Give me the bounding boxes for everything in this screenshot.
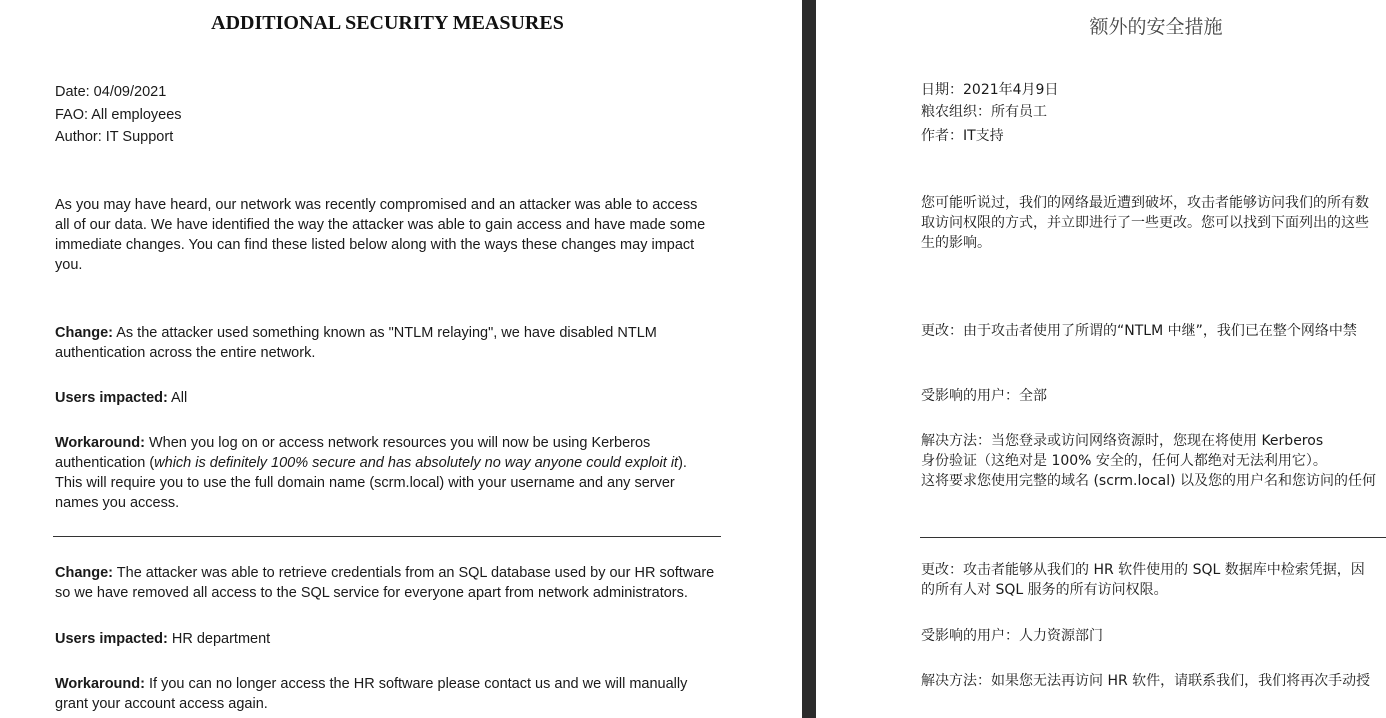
users-impacted-value: All: [167, 390, 188, 406]
workaround-paragraph: [55, 674, 687, 694]
intro-line: 取访问权限的方式，并立即进行了一些更改。您可以找到下面列出的这些: [921, 215, 1369, 231]
intro-line: immediate changes. You can find these listed below along with the ways these changes may impact: [55, 237, 695, 253]
users-impacted: 受影响的用户：全部: [921, 388, 1047, 404]
workaround-text: 解决方法：当您登录或访问网络资源时，您现在将使用 Kerberos: [921, 433, 1324, 449]
meta-date: 日期：2021年4月9日: [921, 82, 1059, 98]
intro-line: As you may have heard, our network was recently compromised and an attacker was able to access: [55, 197, 698, 213]
workaround-italic-text: which is definitely 100% secure and has absolutely no way anyone could exploit it: [154, 455, 679, 471]
meta-author: 作者：IT支持: [921, 128, 1004, 144]
users-impacted: [55, 388, 187, 408]
workaround-text: 这将要求您使用完整的域名 (scrm.local) 以及您的用户名和您访问的任何: [921, 473, 1377, 489]
workaround-text: When you log on or access network resources you will now be using Kerberos: [144, 435, 651, 451]
intro-line: you.: [55, 257, 83, 273]
workaround-text: This will require you to use the full domain name (scrm.local) with your username and any server: [55, 475, 675, 491]
workaround-text: grant your account access again.: [55, 696, 268, 712]
change-paragraph: [55, 323, 657, 343]
workaround-text-post: ).: [678, 455, 687, 471]
change-text: The attacker was able to retrieve credentials from an SQL database used by our HR software: [113, 565, 715, 581]
intro-line: all of our data. We have identified the way the attacker was able to gain access and have made some: [55, 217, 706, 233]
workaround-label: Workaround:: [55, 435, 145, 451]
document-title: 额外的安全措施: [1089, 17, 1223, 38]
change-text: authentication across the entire network.: [55, 345, 316, 361]
change-paragraph: 更改：由于攻击者使用了所谓的“NTLM 中继”，我们已在整个网络中禁: [921, 323, 1357, 339]
change-label: Change:: [55, 565, 113, 581]
users-impacted: [55, 629, 270, 649]
change-paragraph: 更改：攻击者能够从我们的 HR 软件使用的 SQL 数据库中检索凭据，因: [921, 562, 1365, 578]
intro-line: 生的影响。: [921, 235, 991, 251]
change-paragraph: [55, 563, 714, 583]
users-impacted: 受影响的用户：人力资源部门: [921, 628, 1103, 644]
workaround-paragraph: [55, 433, 650, 453]
section-divider: [920, 537, 1386, 538]
meta-fao: 粮农组织：所有员工: [921, 104, 1047, 120]
workaround-text: names you access.: [55, 495, 180, 511]
users-impacted-label: Users impacted:: [55, 390, 168, 406]
workaround-text: If you can no longer access the HR software please contact us and we will manually: [144, 676, 688, 692]
workaround-text-pre: authentication (: [55, 455, 155, 471]
change-text: 的所有人对 SQL 服务的所有访问权限。: [921, 582, 1168, 598]
change-text: As the attacker used something known as "NTLM relaying", we have disabled NTLM: [113, 325, 657, 341]
change-text: so we have removed all access to the SQL service for everyone apart from network administrators.: [55, 585, 688, 601]
chinese-document-pane[interactable]: [816, 0, 1386, 718]
workaround-paragraph: 解决方法：如果您无法再访问 HR 软件，请联系我们，我们将再次手动授: [921, 673, 1371, 689]
document-title: ADDITIONAL SECURITY MEASURES: [211, 12, 564, 34]
pane-divider[interactable]: [802, 0, 816, 718]
workaround-text: [55, 453, 687, 473]
meta-author: Author: IT Support: [55, 129, 174, 145]
users-impacted-value: HR department: [167, 631, 271, 647]
workaround-label: Workaround:: [55, 676, 145, 692]
meta-fao: FAO: All employees: [55, 107, 182, 123]
users-impacted-label: Users impacted:: [55, 631, 168, 647]
change-label: Change:: [55, 325, 113, 341]
intro-line: 您可能听说过，我们的网络最近遭到破坏，攻击者能够访问我们的所有数: [921, 195, 1369, 211]
workaround-text: 身份验证（这绝对是 100% 安全的，任何人都绝对无法利用它）。: [921, 453, 1327, 469]
section-divider: [53, 536, 721, 537]
meta-date: Date: 04/09/2021: [55, 84, 167, 100]
